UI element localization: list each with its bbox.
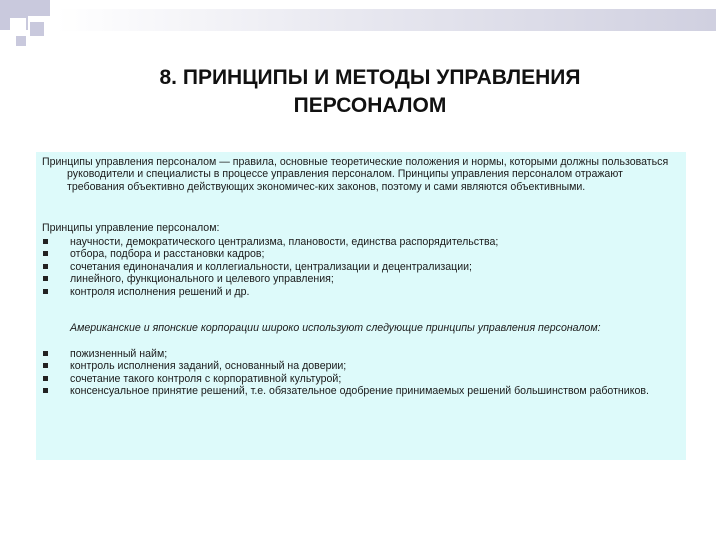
list-item: пожизненный найм; [42,348,682,360]
slide-title-line2: ПЕРСОНАЛОМ [293,94,447,117]
corporations-heading: Американские и японские корпорации широко используют следующие принципы управления персоналом: [70,322,601,334]
square-bullet-icon [43,276,48,281]
square-bullet-icon [43,251,48,256]
corporations-list [42,348,682,398]
list-item: сочетания единоначалия и коллегиальности, централизации и децентрализации; [42,261,682,273]
list-item: линейного, функционального и целевого управления; [42,273,682,285]
list-item: контроля исполнения решений и др. [42,286,682,298]
definition-term: Принципы управления персоналом [42,156,217,168]
corner-square-top [28,0,50,16]
square-bullet-icon [43,351,48,356]
definition-text: — правила, основные теоретические положения и нормы, которыми должны пользоваться руководители и специалисты в процессе управления персоналом. Принципы управления персоналом отражают требования объективно действующих экономичес-ких законов, поэтому и сами являются объективными. [67,156,669,193]
corner-square-small [30,22,44,36]
top-gradient-bar [56,9,716,31]
list-item: отбора, подбора и расстановки кадров; [42,248,682,260]
list-item: контроль исполнения заданий, основанный на доверии; [42,360,682,372]
square-bullet-icon [43,388,48,393]
list-item: консенсуальное принятие решений, т.е. обязательное одобрение принимаемых решений большинством работников. [42,385,682,397]
square-bullet-icon [43,239,48,244]
square-bullet-icon [43,376,48,381]
list-item: сочетание такого контроля с корпоративной культурой; [42,373,682,385]
principles-list [42,236,682,298]
corner-square-tiny [16,36,26,46]
square-bullet-icon [43,264,48,269]
slide-title [100,64,640,120]
principles-heading: Принципы управление персоналом: [42,222,220,234]
corner-square-inner [10,18,26,34]
slide-title-line1: 8. ПРИНЦИПЫ И МЕТОДЫ УПРАВЛЕНИЯ [159,66,581,89]
definition-paragraph [42,156,682,193]
content-panel [36,152,686,460]
square-bullet-icon [43,289,48,294]
square-bullet-icon [43,363,48,368]
list-item: научности, демократического централизма, плановости, единства распорядительства; [42,236,682,248]
